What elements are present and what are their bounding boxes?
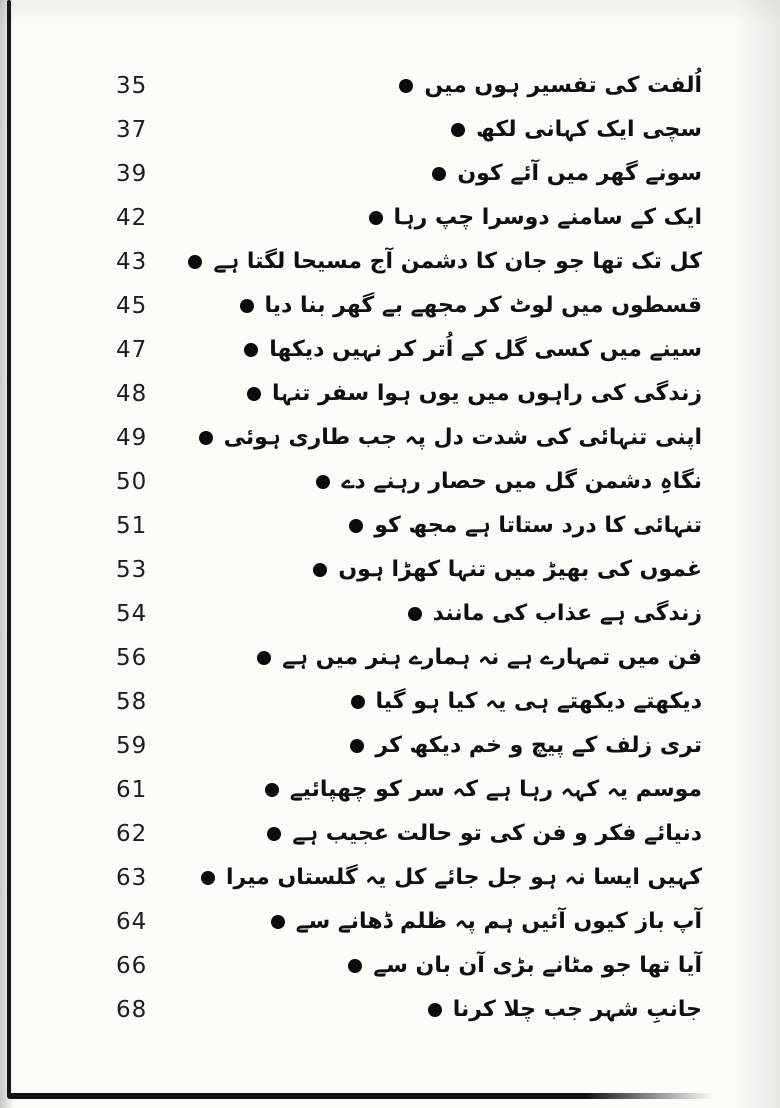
toc-entry xyxy=(399,73,702,99)
bullet-icon xyxy=(244,343,258,357)
page-number: 66 xyxy=(116,953,148,979)
toc-row xyxy=(0,636,780,680)
bullet-icon xyxy=(428,1003,442,1017)
page-number: 49 xyxy=(116,425,148,451)
toc-entry xyxy=(265,777,702,803)
bullet-icon xyxy=(316,475,330,489)
toc-row xyxy=(0,812,780,856)
toc-entry xyxy=(199,425,702,451)
toc-row xyxy=(0,944,780,988)
page-number: 64 xyxy=(116,909,148,935)
bullet-icon xyxy=(408,607,422,621)
toc-row xyxy=(0,856,780,900)
bullet-icon xyxy=(369,211,383,225)
bullet-icon xyxy=(265,783,279,797)
entry-title: اپنی تنہائی کی شدت دل پہ جب طاری ہوئی xyxy=(223,424,702,450)
entry-title: ایک کے سامنے دوسرا چپ رہا xyxy=(393,204,702,230)
page-number: 62 xyxy=(116,821,148,847)
toc-entry xyxy=(348,953,702,979)
page-number: 47 xyxy=(116,337,148,363)
entry-title: سینے میں کسی گل کے اُتر کر نہیں دیکھا xyxy=(269,336,702,362)
toc-entry xyxy=(349,513,702,539)
page-number: 37 xyxy=(116,117,148,143)
toc-row xyxy=(0,328,780,372)
bullet-icon xyxy=(188,255,202,269)
page-number: 54 xyxy=(116,601,148,627)
toc-entry xyxy=(247,381,702,407)
page-number: 68 xyxy=(116,997,148,1023)
toc-entry xyxy=(350,733,702,759)
bullet-icon xyxy=(451,123,465,137)
toc-row xyxy=(0,768,780,812)
entry-title: کل تک تھا جو جان کا دشمن آج مسیحا لگتا ہے xyxy=(213,248,702,274)
entry-title: نگاہِ دشمن گل میں حصار رہنے دے xyxy=(341,468,702,494)
toc-row xyxy=(0,548,780,592)
bullet-icon xyxy=(240,299,254,313)
toc-entry xyxy=(316,469,702,495)
page-number: 51 xyxy=(116,513,148,539)
entry-title: کہیں ایسا نہ ہو جل جائے کل یہ گلستاں میرا xyxy=(225,864,702,890)
entry-title: اُلفت کی تفسیر ہوں میں xyxy=(424,72,702,98)
bullet-icon xyxy=(350,739,364,753)
toc-entry xyxy=(428,997,702,1023)
entry-title: فن میں تمہارے ہے نہ ہمارے ہنر میں ہے xyxy=(282,644,702,670)
entry-title: جانبِ شہر جب چلا کرنا xyxy=(452,996,702,1022)
toc-entry xyxy=(201,865,702,891)
toc-row xyxy=(0,724,780,768)
page-number: 39 xyxy=(116,161,148,187)
entry-title: تری زلف کے پیچ و خم دیکھ کر xyxy=(375,732,702,758)
toc-entry xyxy=(257,645,702,671)
page-number: 48 xyxy=(116,381,148,407)
bullet-icon xyxy=(313,563,327,577)
page-number: 61 xyxy=(116,777,148,803)
toc-row xyxy=(0,196,780,240)
toc-entry xyxy=(244,337,702,363)
toc-row xyxy=(0,240,780,284)
toc-row xyxy=(0,680,780,724)
toc-row xyxy=(0,372,780,416)
toc-entry xyxy=(271,909,702,935)
toc-entry xyxy=(267,821,702,847)
bullet-icon xyxy=(271,915,285,929)
page-number: 58 xyxy=(116,689,148,715)
bullet-icon xyxy=(199,431,213,445)
toc-entry xyxy=(408,601,702,627)
entry-title: آیا تھا جو مٹانے بڑی آن بان سے xyxy=(373,952,702,978)
entry-title: دیکھتے دیکھتے ہی یہ کیا ہو گیا xyxy=(375,688,702,714)
bullet-icon xyxy=(351,695,365,709)
bullet-icon xyxy=(432,167,446,181)
toc-list xyxy=(0,64,780,1032)
page-number: 56 xyxy=(116,645,148,671)
page-number: 53 xyxy=(116,557,148,583)
entry-title: آپ باز کیوں آئیں ہم پہ ظلم ڈھانے سے xyxy=(295,908,702,934)
page-number: 63 xyxy=(116,865,148,891)
entry-title: زندگی ہے عذاب کی مانند xyxy=(432,600,702,626)
toc-row xyxy=(0,284,780,328)
toc-row xyxy=(0,416,780,460)
entry-title: دنیائے فکر و فن کی تو حالت عجیب ہے xyxy=(292,820,702,846)
entry-title: زندگی کی راہوں میں یوں ہوا سفر تنہا xyxy=(271,380,702,406)
toc-entry xyxy=(313,557,702,583)
bullet-icon xyxy=(267,827,281,841)
page-number: 42 xyxy=(116,205,148,231)
bullet-icon xyxy=(247,387,261,401)
page-number: 45 xyxy=(116,293,148,319)
toc-entry xyxy=(351,689,703,715)
entry-title: سچی ایک کہانی لکھ xyxy=(476,116,702,142)
bullet-icon xyxy=(348,959,362,973)
bullet-icon xyxy=(257,651,271,665)
page-number: 35 xyxy=(116,73,148,99)
entry-title: قسطوں میں لوٹ کر مجھے بے گھر بنا دیا xyxy=(264,292,702,318)
page-number: 43 xyxy=(116,249,148,275)
page-number: 59 xyxy=(116,733,148,759)
toc-row xyxy=(0,900,780,944)
toc-entry xyxy=(369,205,702,231)
bullet-icon xyxy=(349,519,363,533)
toc-entry xyxy=(240,293,702,319)
toc-row xyxy=(0,592,780,636)
entry-title: سونے گھر میں آئے کون xyxy=(457,160,702,186)
bullet-icon xyxy=(399,79,413,93)
toc-row xyxy=(0,460,780,504)
page-number: 50 xyxy=(116,469,148,495)
entry-title: غموں کی بھیڑ میں تنہا کھڑا ہوں xyxy=(338,556,702,582)
entry-title: تنہائی کا درد ستاتا ہے مجھ کو xyxy=(374,512,702,538)
toc-entry xyxy=(188,249,702,275)
toc-row xyxy=(0,108,780,152)
toc-entry xyxy=(451,117,702,143)
entry-title: موسم یہ کہہ رہا ہے کہ سر کو چھپائیے xyxy=(289,776,702,802)
toc-row xyxy=(0,988,780,1032)
toc-row xyxy=(0,152,780,196)
bullet-icon xyxy=(201,871,215,885)
toc-row xyxy=(0,504,780,548)
bottom-scan-edge xyxy=(7,1093,712,1099)
toc-entry xyxy=(432,161,702,187)
toc-row xyxy=(0,64,780,108)
